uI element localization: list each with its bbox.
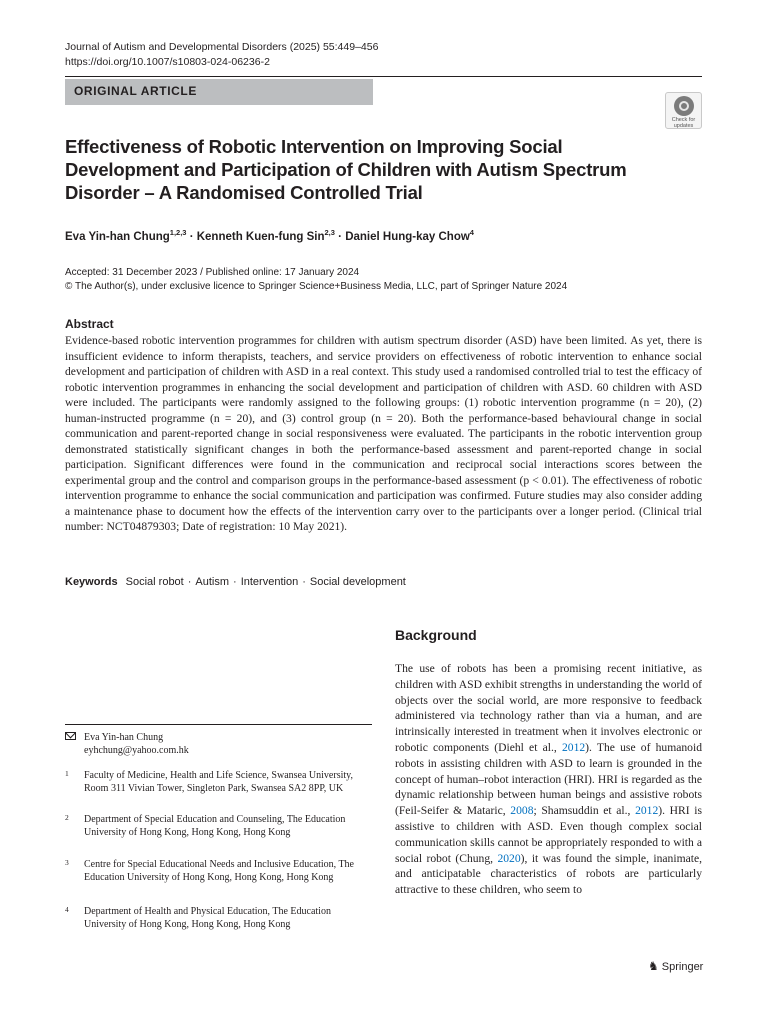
springer-footer: [648, 959, 703, 973]
background-heading: Background: [395, 627, 477, 643]
journal-citation: Journal of Autism and Developmental Disorders (2025) 55:449–456: [65, 41, 379, 53]
footnote-rule: [65, 724, 372, 725]
accepted-published-dates: Accepted: 31 December 2023 / Published online: 17 January 2024: [65, 267, 360, 278]
author-separator: ·: [338, 230, 342, 243]
author-separator: ·: [189, 230, 194, 243]
affiliation: [65, 858, 355, 884]
corresponding-author-email[interactable]: eyhchung@yahoo.com.hk: [84, 745, 189, 756]
check-for-updates-icon: [674, 96, 694, 116]
affiliation-number: 2: [65, 813, 69, 822]
abstract-body: Evidence-based robotic intervention programmes for children with autism spectrum disorder (ASD) have been limited. As yet, there is insufficient evidence to inform therapists, teachers, and service providers on effectiveness of robotic intervention to enhance social development and participation of children with ASD in a real context. This study used a randomised controlled trial to test the efficacy of robotic intervention programmes in enhancing the social development and participation of children with ASD. 60 children with ASD were included. The participants were randomly assigned to the following groups: (1) robotic intervention programme (n = 20), (2) human-instructed programme (n = 20), and (3) control group (n = 20). Both the performance-based behavioural change in social communication and parent-reported change in social responsiveness were evaluated. The participants in the robotic intervention group demonstrated statistically significant changes in both the performance-based assessment and parent-reported change in social participation. Significant differences were found in the communication and reciprocal social interactions scores between the experimental group and the control and comparison groups in the performance-based assessment (p < 0.01). The effectiveness of robotic intervention programme to enhance the social communication and participation was confirmed. Future studies may also consider adding a maintenance phase to document how the effects of the intervention carry over to the participants over a longer period. (Clinical trial number: NCT04879303; Date of registration: 10 May 2021).: [65, 334, 702, 533]
body-text: ; Shamsuddin et al.,: [533, 804, 636, 818]
keyword-separator: ·: [302, 576, 306, 588]
corresponding-author-name: Eva Yin-han Chung: [84, 732, 164, 743]
body-text: ). HRI is assistive to children with ASD. Even though complex social communication skills cannot be appropriately responded to with a social robot (Chung,: [395, 804, 702, 865]
author-affiliation-sup: 1,2,3: [169, 228, 187, 237]
body-text: ), it was found the simple, inanimate, and anticipatable characteristics of robots are particularly attractive to these children, who seem to: [395, 851, 703, 897]
article-title: Effectiveness of Robotic Intervention on Improving Social Development and Participation of Children with Autism Spectrum Disorder – A Randomised Controlled Trial: [65, 136, 627, 203]
affiliation-text: Centre for Special Educational Needs and Inclusive Education, The Education University of Hong Kong, Hong Kong, Hong Kong: [84, 859, 354, 884]
keyword[interactable]: Intervention: [240, 576, 299, 588]
affiliation: [65, 769, 355, 795]
affiliation-number: 3: [65, 858, 69, 867]
affiliation: [65, 813, 355, 839]
citation-link[interactable]: 2008: [510, 804, 534, 818]
author-affiliation-sup: 4: [469, 228, 474, 237]
keyword-separator: ·: [187, 576, 192, 588]
affiliation: [65, 905, 355, 931]
article-type-banner: ORIGINAL ARTICLE: [65, 79, 373, 105]
author-name[interactable]: Kenneth Kuen-fung Sin: [196, 230, 325, 243]
body-text: The use of robots has been a promising recent initiative, as children with ASD exhibit strengths in understanding the world of objects over the social world, are more responsive to feedback administered via technology rather than via a human, and are intrinsically interested in treatment when it involves electronic or robotic components (Diehl et al.,: [395, 662, 702, 754]
affiliation-number: 1: [65, 769, 69, 778]
keywords-label: Keywords: [65, 576, 118, 588]
affiliation-number: 4: [65, 905, 69, 914]
corresponding-author: [65, 731, 372, 757]
envelope-icon: [65, 732, 76, 740]
citation-link[interactable]: 2012: [635, 804, 659, 818]
keyword[interactable]: Autism: [195, 576, 230, 588]
keyword[interactable]: Social robot: [125, 576, 184, 588]
affiliation-text: Department of Special Education and Counseling, The Education University of Hong Kong, Hong Kong, Hong Kong: [84, 814, 346, 839]
journal-header: [65, 40, 378, 70]
keywords-line: [65, 576, 406, 588]
author-name[interactable]: Daniel Hung-kay Chow: [345, 230, 470, 243]
copyright-line: © The Author(s), under exclusive licence to Springer Science+Business Media, LLC, part of Springer Nature 2024: [65, 281, 568, 292]
springer-horse-icon: ♞: [648, 959, 659, 973]
keyword[interactable]: Social development: [309, 576, 406, 588]
affiliation-text: Department of Health and Physical Education, The Education University of Hong Kong, Hong Kong, Hong Kong: [84, 906, 331, 931]
abstract-heading: Abstract: [65, 317, 114, 331]
doi-link[interactable]: https://doi.org/10.1007/s10803-024-06236-2: [65, 56, 270, 68]
author-list: [65, 228, 474, 243]
background-body: [395, 661, 702, 898]
keyword-separator: ·: [233, 576, 237, 588]
publication-dates: [65, 266, 567, 294]
author-name[interactable]: Eva Yin-han Chung: [65, 230, 170, 243]
citation-link[interactable]: 2012: [561, 740, 586, 754]
author-affiliation-sup: 2,3: [324, 228, 335, 237]
body-text: ). The use of humanoid robots in assisting children with ASD to learn is grounded in the concept of human–robot interaction (HRI). HRI is regarded as the dynamic relationship between human beings and assistive robots (Feil-Seifer & Mataric,: [395, 740, 702, 818]
header-rule: [65, 76, 702, 77]
check-for-updates-text: Check for updates: [671, 117, 696, 129]
citation-link[interactable]: 2020: [497, 851, 521, 865]
check-for-updates-badge[interactable]: [665, 92, 702, 129]
affiliation-text: Faculty of Medicine, Health and Life Science, Swansea University, Room 311 Vivian Tower, Singleton Park, Swansea SA2 8PP, UK: [84, 770, 353, 795]
publisher-name: Springer: [661, 961, 704, 973]
